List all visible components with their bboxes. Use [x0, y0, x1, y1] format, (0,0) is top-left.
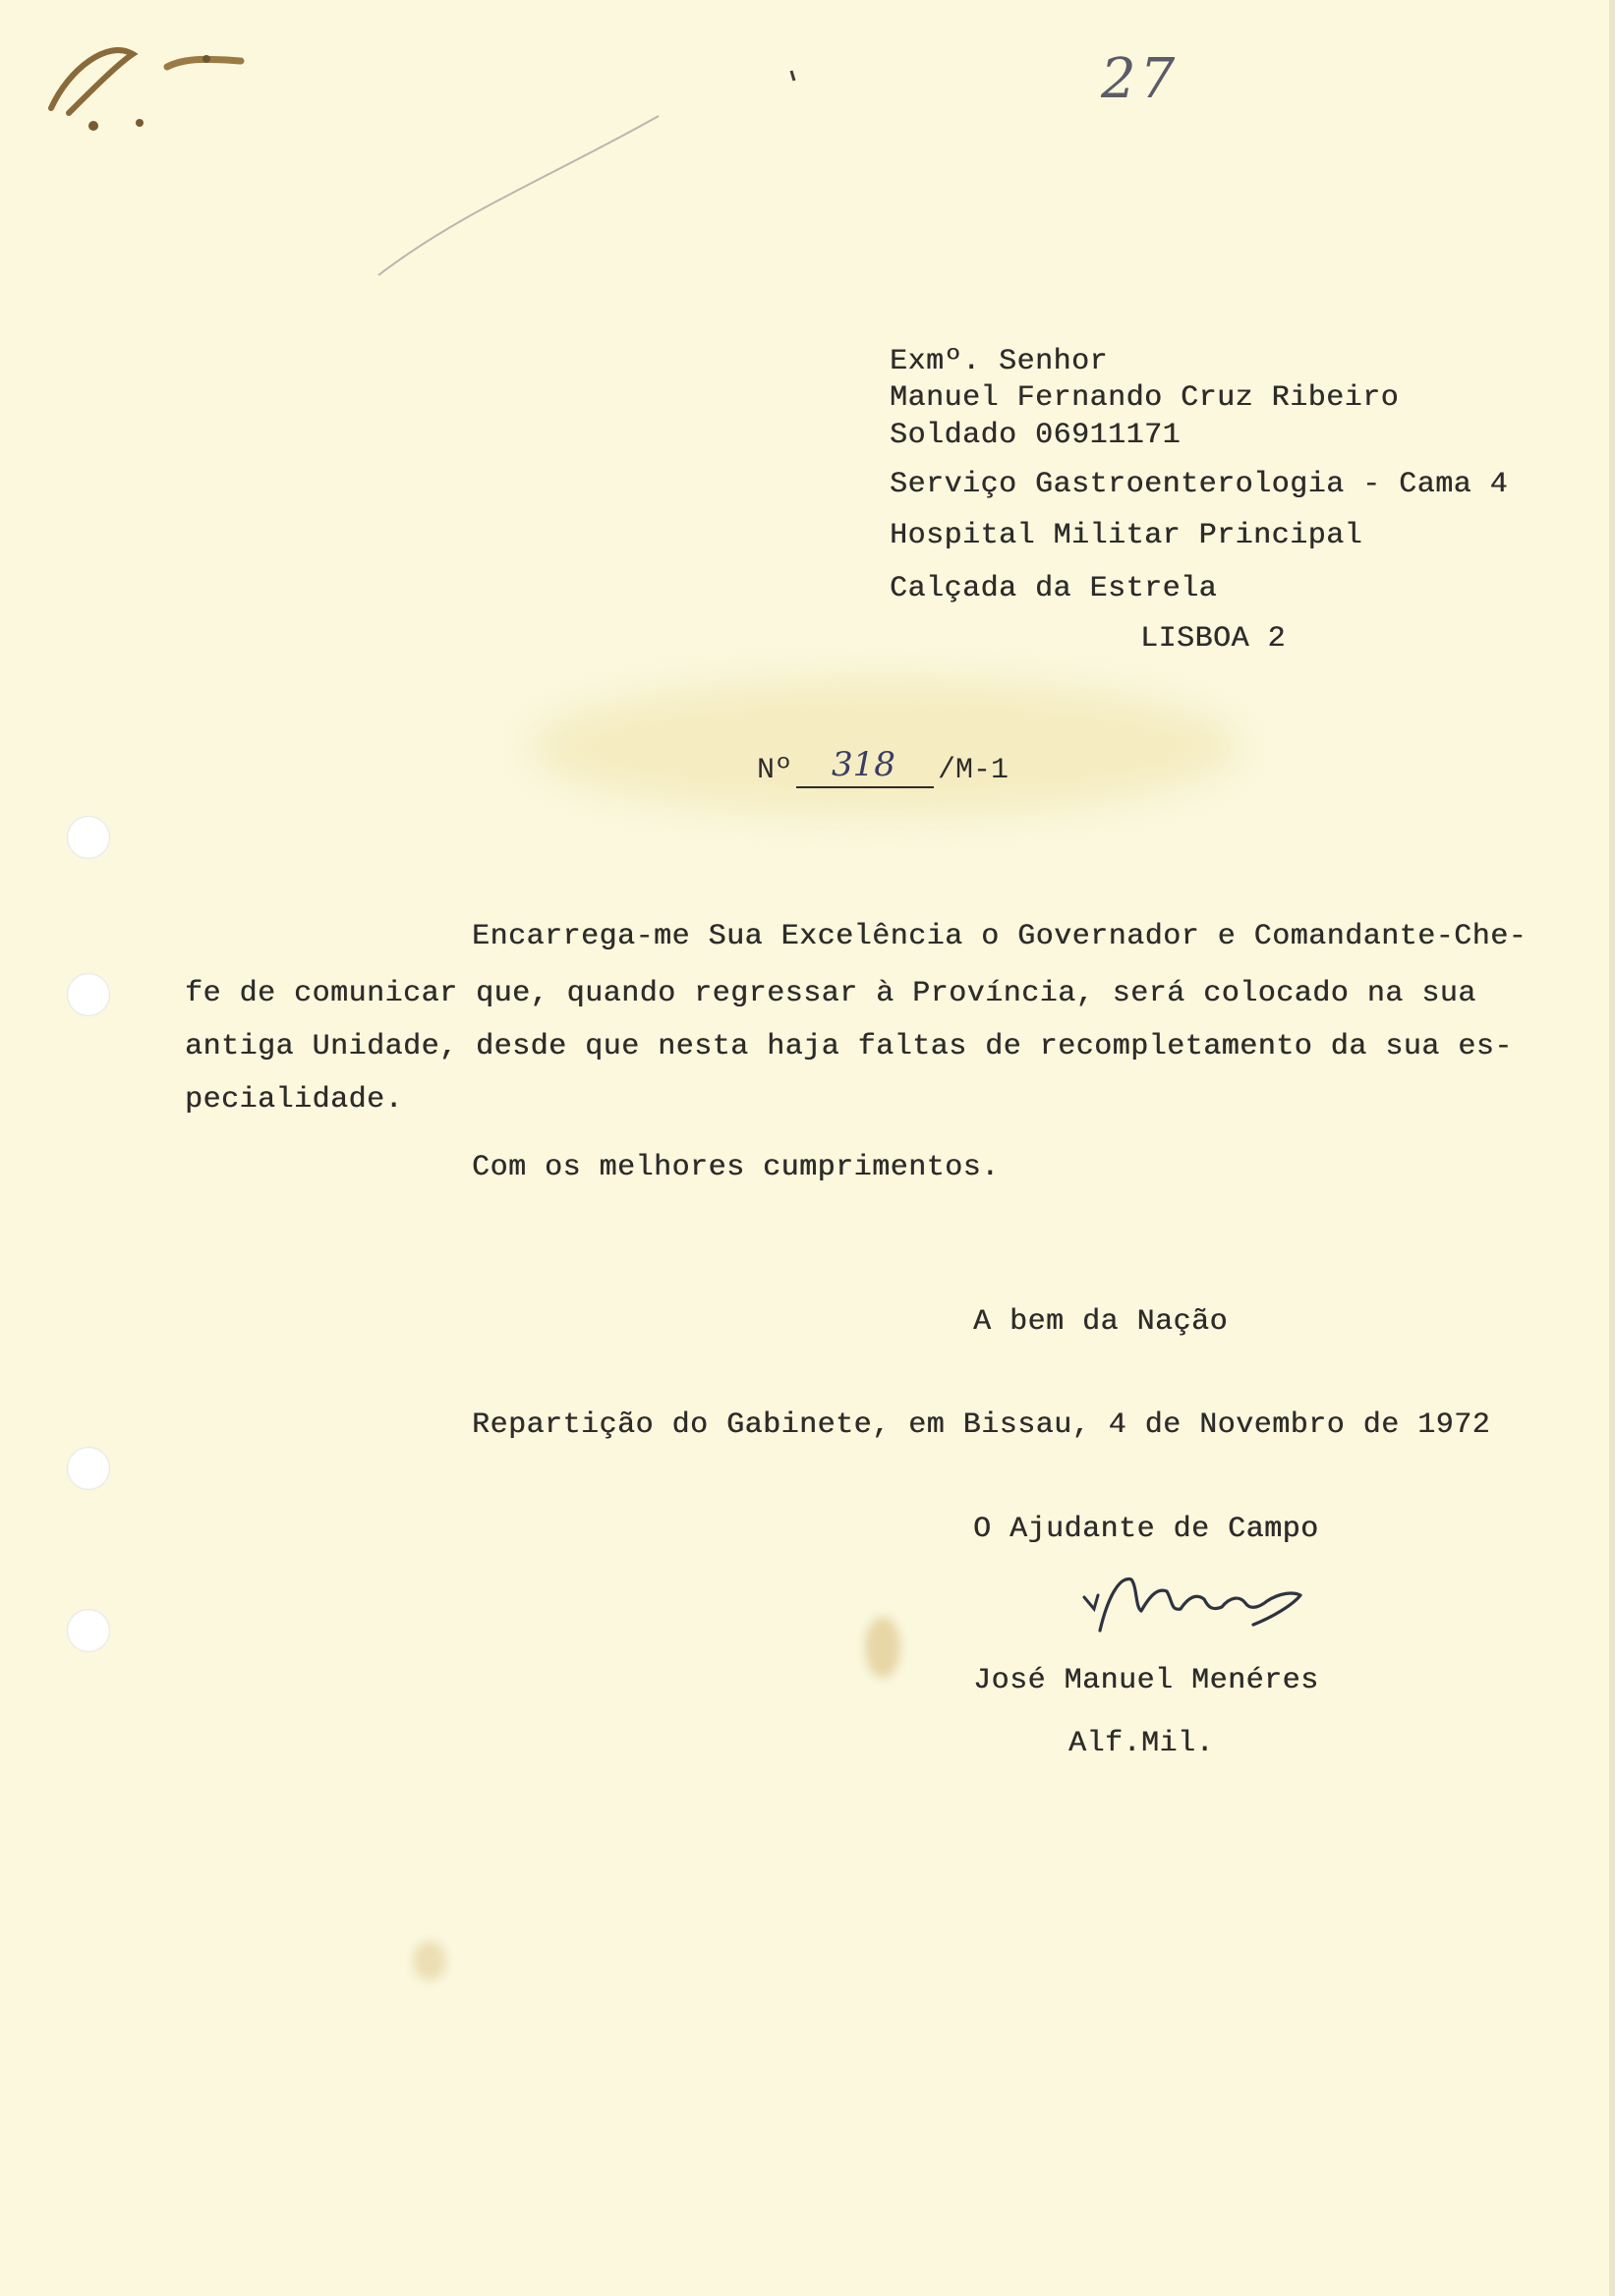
reference-number-field: [796, 747, 934, 788]
handwritten-signature: [1076, 1558, 1332, 1646]
body-line: pecialidade.: [185, 1083, 404, 1117]
punch-hole: [67, 1447, 110, 1490]
closing-line: Com os melhores cumprimentos.: [472, 1151, 1000, 1184]
addressee-city: LISBOA 2: [1140, 622, 1287, 656]
addressee-name: Manuel Fernando Cruz Ribeiro: [890, 381, 1400, 415]
addressee-service: Serviço Gastroenterologia - Cama 4: [890, 468, 1509, 501]
reference-number-handwritten: 318: [832, 745, 895, 784]
body-line: antiga Unidade, desde que nesta haja faltas de recompletamento da sua es-: [185, 1030, 1513, 1063]
page-edge: [1609, 0, 1615, 2296]
punch-hole: [67, 973, 110, 1016]
page-number-annotation: [1101, 47, 1219, 126]
reference-suffix: /M-1: [938, 754, 1009, 787]
place-date-line: Repartição do Gabinete, em Bissau, 4 de Novembro de 1972: [472, 1408, 1491, 1442]
addressee-hospital: Hospital Militar Principal: [890, 519, 1363, 552]
paper-stain: [413, 1941, 446, 1980]
signatory-name: José Manuel Menéres: [973, 1664, 1319, 1697]
addressee-street: Calçada da Estrela: [890, 572, 1218, 605]
reference-number: [757, 747, 1009, 788]
page-number-text: 27: [1101, 47, 1180, 111]
paper-stain: [865, 1617, 900, 1678]
addressee-salutation: Exmº. Senhor: [890, 345, 1109, 378]
signatory-role: O Ajudante de Campo: [973, 1513, 1319, 1546]
punch-hole: [67, 1609, 110, 1652]
staple-mark: [0, 0, 295, 177]
reference-prefix: Nº: [757, 754, 793, 787]
punch-hole: [67, 816, 110, 859]
addressee-rank-number: Soldado 06911171: [890, 419, 1182, 452]
valediction: A bem da Nação: [973, 1305, 1229, 1339]
body-line: Encarrega-me Sua Excelência o Governador e Comandante-Che-: [472, 920, 1528, 953]
signatory-rank: Alf.Mil.: [1068, 1727, 1215, 1760]
body-line: fe de comunicar que, quando regressar à Província, será colocado na sua: [185, 977, 1476, 1010]
